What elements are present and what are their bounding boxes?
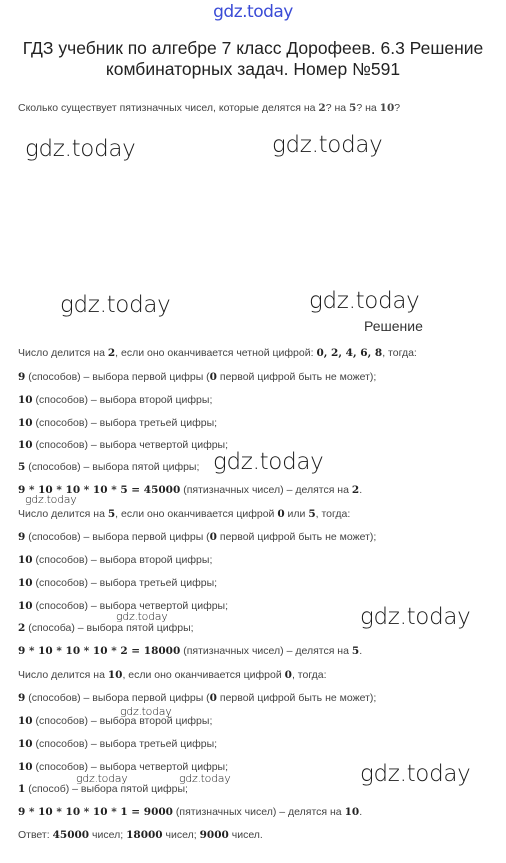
line-text: (способов) – выбора третьей цифры; xyxy=(32,577,218,589)
solution-line xyxy=(18,461,199,473)
solution-line xyxy=(18,715,212,727)
math-value: 5 xyxy=(18,461,26,473)
line-text: , если оно оканчивается четной цифрой: xyxy=(115,347,317,359)
answer-line xyxy=(18,829,263,841)
watermark-small: gdz.today xyxy=(25,493,77,506)
question-text: ? xyxy=(394,102,401,114)
solution-line xyxy=(18,508,350,520)
line-text: первой цифрой быть не может); xyxy=(216,531,377,543)
solution-line xyxy=(18,531,376,543)
math-value: 10 xyxy=(18,600,33,612)
line-text: (способов) – выбора второй цифры; xyxy=(32,554,213,566)
math-value: 0, 2, 4, 6, 8 xyxy=(316,347,383,359)
math-value: 10 xyxy=(18,761,33,773)
solution-line xyxy=(18,394,212,406)
math-value: 0 xyxy=(209,692,217,704)
line-text: Число делится на xyxy=(18,669,108,681)
line-text: Ответ: xyxy=(18,829,53,841)
math-value: 0 xyxy=(284,669,292,681)
solution-line xyxy=(18,417,217,429)
line-text: (пятизначных чисел) – делятся на xyxy=(173,806,345,818)
math-value: 5 xyxy=(351,645,360,657)
math-value: 2 xyxy=(107,347,116,359)
math-value: 45000 xyxy=(52,829,90,841)
math-value: 9 * 10 * 10 * 10 * 1 = 9000 xyxy=(18,806,173,818)
math-value: 10 xyxy=(18,554,33,566)
solution-line xyxy=(18,738,217,750)
watermark: gdz.today xyxy=(360,761,471,787)
line-text: (способов) – выбора второй цифры; xyxy=(32,715,213,727)
line-text: чисел; xyxy=(162,829,200,841)
question-number: 5 xyxy=(349,102,357,114)
math-value: 0 xyxy=(209,371,217,383)
line-text: . xyxy=(359,645,363,657)
watermark: gdz.today xyxy=(60,292,171,318)
math-value: 10 xyxy=(18,439,33,451)
watermark: gdz.today xyxy=(213,449,324,475)
line-text: (способов) – выбора третьей цифры; xyxy=(32,417,218,429)
watermark-small: gdz.today xyxy=(179,772,231,785)
question-number: 10 xyxy=(379,102,395,114)
line-text: , если оно оканчивается цифрой xyxy=(115,508,278,520)
line-text: первой цифрой быть не может); xyxy=(216,692,377,704)
line-text: (способов) – выбора четвертой цифры; xyxy=(32,761,229,773)
math-value: 9 xyxy=(18,371,26,383)
math-value: 0 xyxy=(209,531,217,543)
solution-line xyxy=(18,371,376,383)
math-value: 2 xyxy=(351,484,360,496)
solution-heading: Решение xyxy=(364,318,423,334)
solution-line xyxy=(18,554,212,566)
line-text: , если оно оканчивается цифрой xyxy=(122,669,285,681)
line-text: , тогда: xyxy=(382,347,417,359)
line-text: (способов) – выбора первой цифры ( xyxy=(25,531,210,543)
line-text: первой цифрой быть не может); xyxy=(216,371,377,383)
line-text: (способ) – выбора пятой цифры; xyxy=(25,783,188,795)
line-text: чисел; xyxy=(89,829,127,841)
line-text: (пятизначных чисел) – делятся на xyxy=(180,645,352,657)
math-value: 10 xyxy=(18,417,33,429)
line-text: (способов) – выбора четвертой цифры; xyxy=(32,439,229,451)
line-text: (способов) – выбора четвертой цифры; xyxy=(32,600,229,612)
math-value: 9000 xyxy=(199,829,229,841)
line-text: (способов) – выбора первой цифры ( xyxy=(25,371,210,383)
page-title xyxy=(20,38,486,80)
line-text: , тогда: xyxy=(315,508,351,520)
solution-line xyxy=(18,669,327,681)
site-logo[interactable]: gdz.today xyxy=(213,2,293,22)
question-number: 2 xyxy=(318,102,326,114)
watermark-small: gdz.today xyxy=(76,772,128,785)
watermark: gdz.today xyxy=(309,288,420,314)
line-text: (способов) – выбора второй цифры; xyxy=(32,394,213,406)
solution-line xyxy=(18,600,228,612)
solution-line xyxy=(18,783,188,795)
solution-line xyxy=(18,761,228,773)
math-value: 0 xyxy=(277,508,285,520)
page-title-line-2: комбинаторных задач. Номер №591 xyxy=(105,59,401,79)
question-text: ? на xyxy=(356,102,380,114)
math-value: 9 xyxy=(18,531,26,543)
watermark-small: gdz.today xyxy=(116,610,168,623)
solution-line xyxy=(18,577,217,589)
line-text: (способов) – выбора пятой цифры; xyxy=(25,461,200,473)
solution-line xyxy=(18,692,376,704)
solution-line xyxy=(18,622,194,634)
line-text: (способов) – выбора первой цифры ( xyxy=(25,692,210,704)
math-value: 9 xyxy=(18,692,26,704)
line-text: чисел. xyxy=(228,829,263,841)
math-value: 10 xyxy=(107,669,123,681)
math-value: 9 * 10 * 10 * 10 * 2 = 18000 xyxy=(18,645,181,657)
watermark: gdz.today xyxy=(360,604,471,630)
line-text: Число делится на xyxy=(18,508,108,520)
math-value: 10 xyxy=(18,715,33,727)
line-text: (способов) – выбора третьей цифры; xyxy=(32,738,218,750)
math-value: 10 xyxy=(18,738,33,750)
line-text: (способа) – выбора пятой цифры; xyxy=(25,622,194,634)
solution-line xyxy=(18,347,417,359)
solution-line xyxy=(18,806,362,818)
math-value: 5 xyxy=(308,508,316,520)
task-question xyxy=(18,102,400,114)
math-value: 10 xyxy=(344,806,360,818)
math-value: 18000 xyxy=(126,829,163,841)
page-title-line-1: ГДЗ учебник по алгебре 7 класс Дорофеев. 6.3 Решение xyxy=(22,38,484,58)
question-text: Сколько существует пятизначных чисел, которые делятся на xyxy=(18,102,319,114)
line-text: . xyxy=(359,484,363,496)
math-value: 2 xyxy=(18,622,26,634)
watermark: gdz.today xyxy=(272,132,383,158)
line-text: . xyxy=(359,806,363,818)
solution-line xyxy=(18,645,362,657)
line-text: Число делится на xyxy=(18,347,108,359)
math-value: 10 xyxy=(18,394,33,406)
math-value: 1 xyxy=(18,783,26,795)
math-value: 9 * 10 * 10 * 10 * 5 = 45000 xyxy=(18,484,181,496)
math-value: 5 xyxy=(107,508,116,520)
line-text: (пятизначных чисел) – делятся на xyxy=(180,484,352,496)
solution-line xyxy=(18,484,362,496)
line-text: или xyxy=(284,508,309,520)
solution-line xyxy=(18,439,228,451)
line-text: , тогда: xyxy=(291,669,327,681)
question-text: ? на xyxy=(325,102,350,114)
watermark: gdz.today xyxy=(25,136,136,162)
watermark-small: gdz.today xyxy=(120,705,172,718)
math-value: 10 xyxy=(18,577,33,589)
